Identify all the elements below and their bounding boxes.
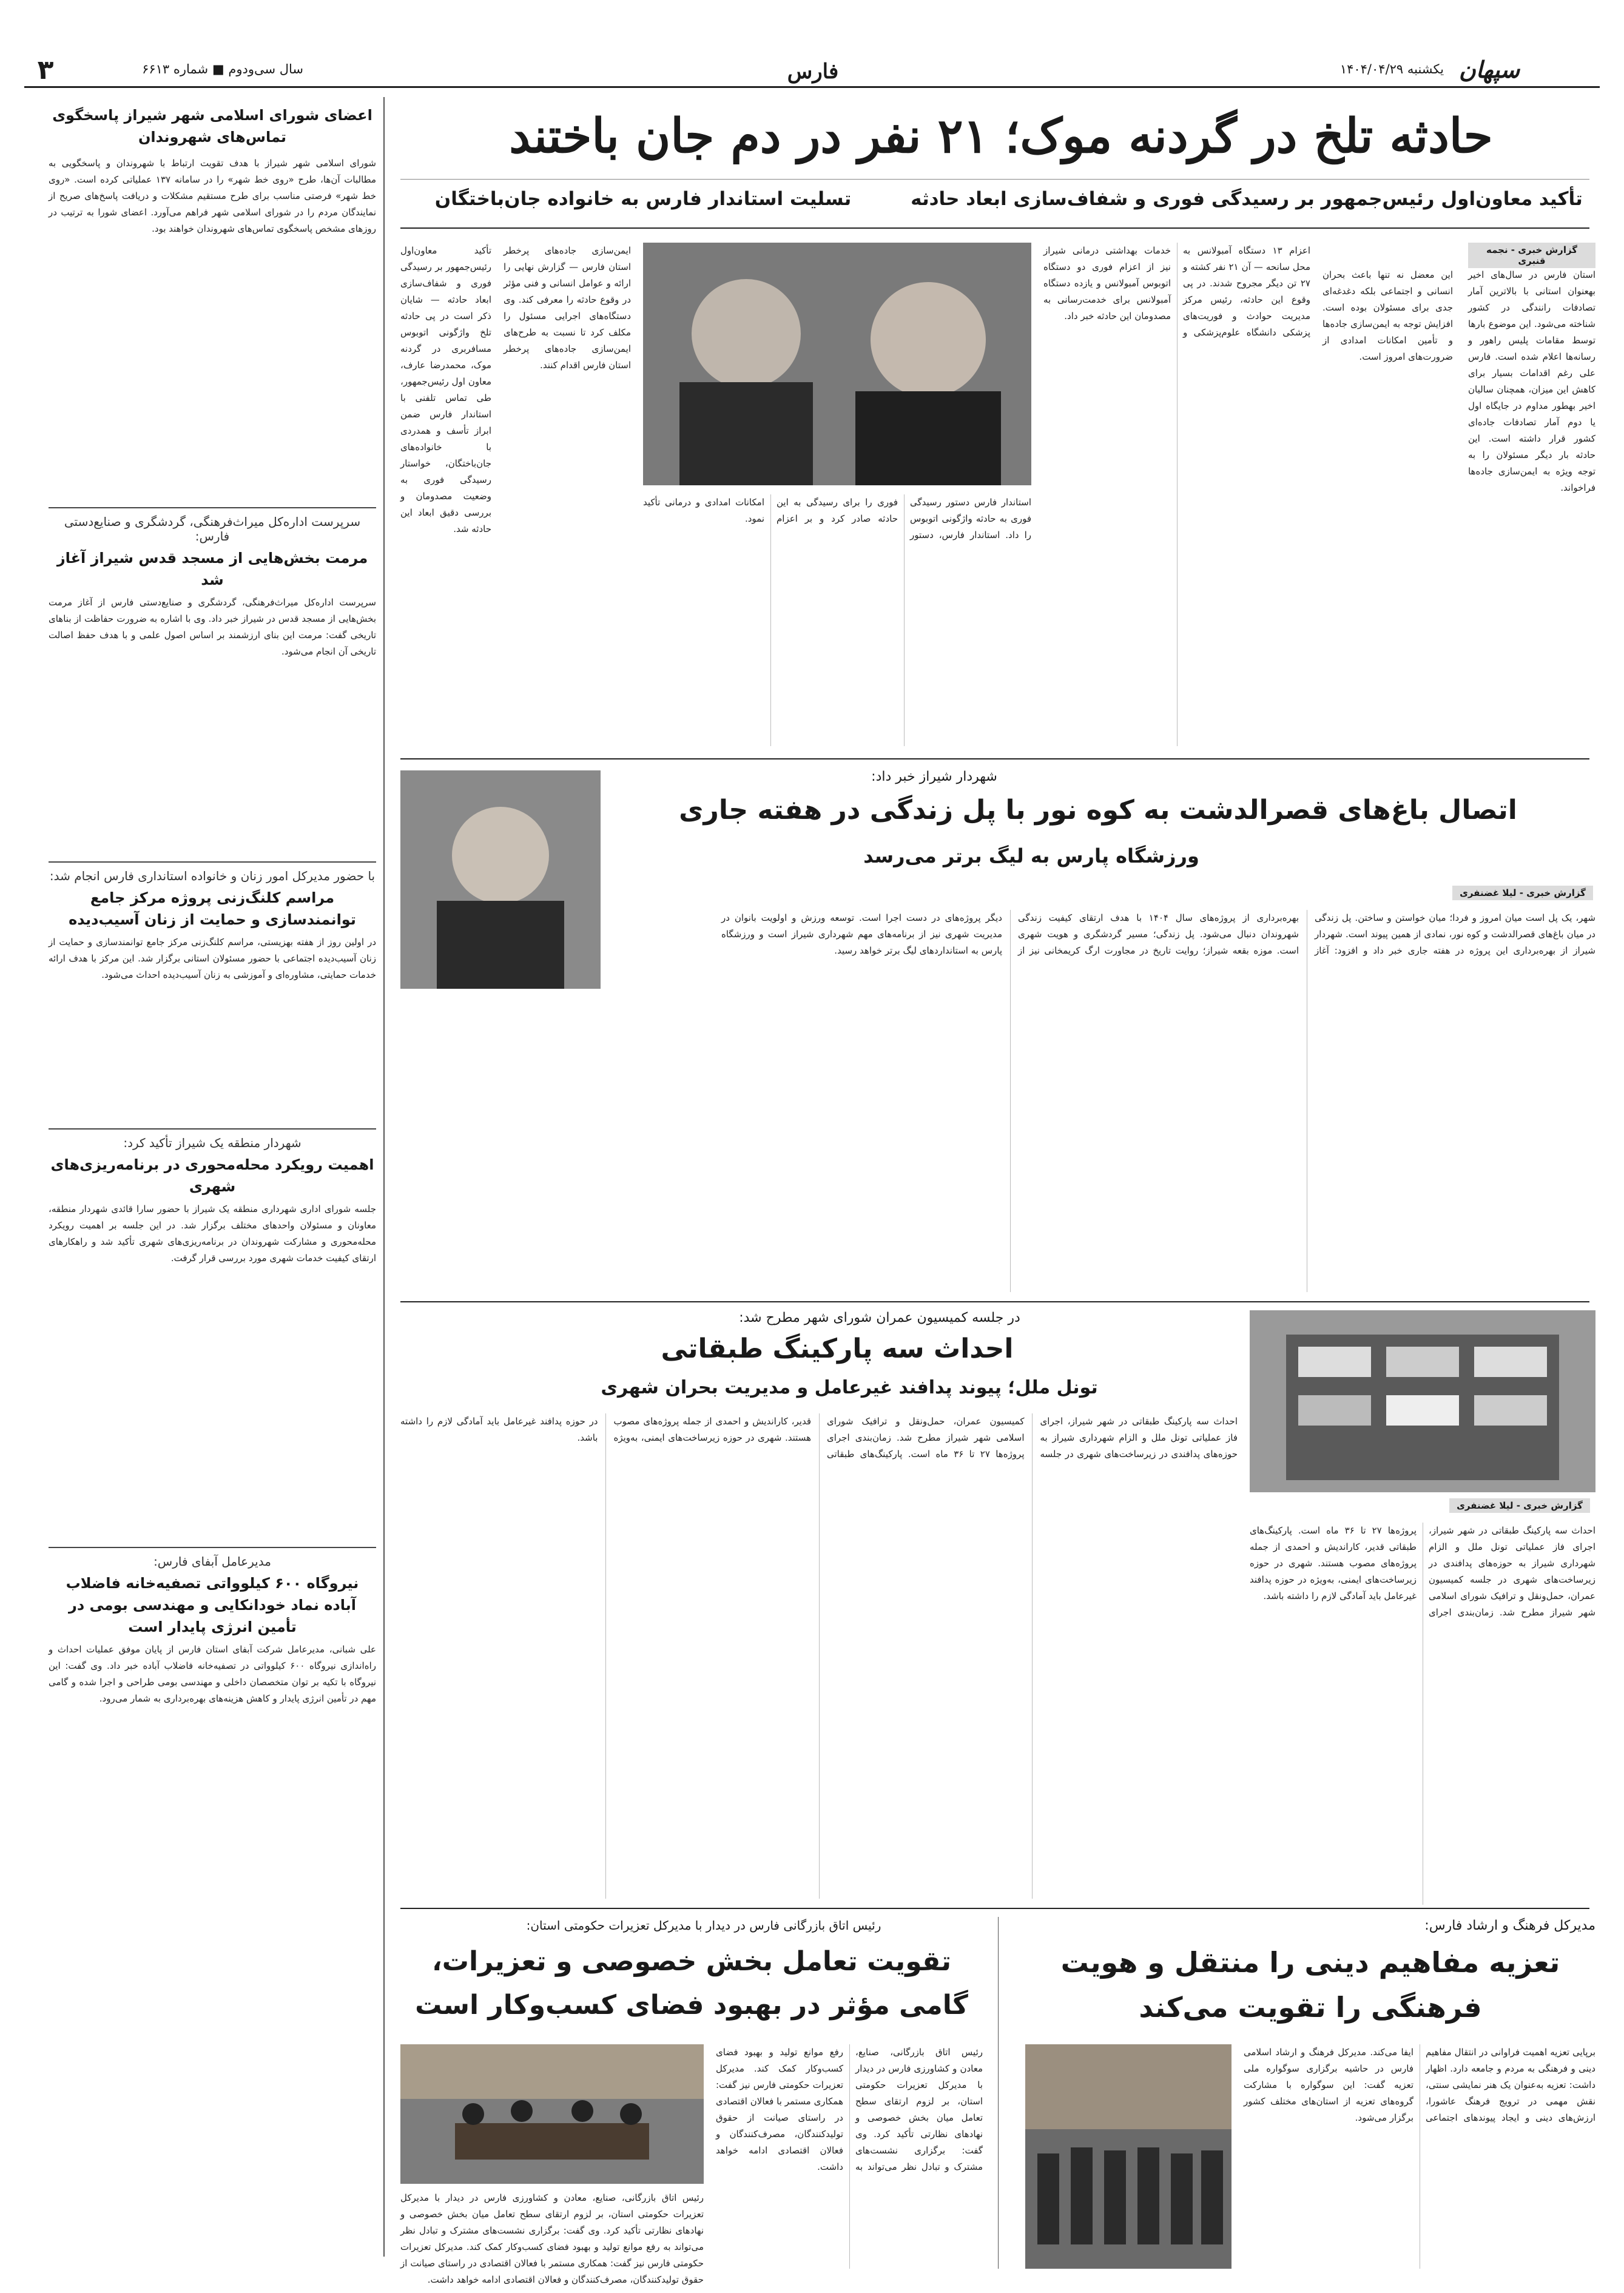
parking-structure-icon: [1250, 1310, 1595, 1492]
article-women-text: در اولین روز از هفته بهزیستی، مراسم کلنگ‌زنی مرکز جامع توانمندسازی و حمایت از زنان آسیب‌دیده اجتماعی با حضور مسئولان استانی برگزار شد. این مرکز با هدف ارائه خدمات حمایتی، مشاوره‌ای و آموزشی به زنان آسیب‌دیده احداث می‌شود.: [49, 937, 376, 980]
header-rule: [24, 86, 1600, 88]
lead-col-4: استاندار فارس دستور رسیدگی فوری به حادثه واژگونی اتوبوس را داد. استاندار فارس، دستور فوری را برای رسیدگی به این حادثه صادر کرد و بر اعزام امکانات امدادی و درمانی تأکید نمود.: [643, 497, 1031, 540]
article-women-title: مراسم کلنگ‌زنی پروژه مرکز جامع توانمندسازی و حمایت از زنان آسیب‌دیده: [69, 889, 356, 928]
garden-text: شهر، یک پل است میان امروز و فردا؛ میان خواستن و ساختن. پل زندگی در میان باغ‌های قصرالدشت و کوه نور، نمادی از همین پیوند است. شهردار شیراز از بهره‌برداری این پروژه در هفته جاری خبر داد و افزود: آغاز بهره‌برداری از پروژه‌های سال ۱۴۰۴ با هدف ارتقای کیفیت زندگی شهروندان دنبال می‌شود. پل زندگی؛ مسیر گردشگری و هویت شهری است. موزه بقعه شیراز؛ روایت تاریخ در مجاورت ارگ کریمخانی نیز از دیگر پروژه‌های در دست اجرا است. توسعه ورزش و اولویت بانوان در مدیریت شهری نیز از برنامه‌های مهم شهرداری شیراز است و ورزشگاه پارس به استانداردهای لیگ برتر خواهد رسید.: [721, 912, 1595, 956]
garden-photo-mayor: [400, 770, 601, 989]
page-header: [0, 0, 1624, 85]
culture-text: برپایی تعزیه اهمیت فراوانی در انتقال مفاهیم دینی و فرهنگی به مردم و جامعه دارد. اظهار داشت: تعزیه به‌عنوان یک هنر نمایشی سنتی، نقش مهمی در ترویج فرهنگ عاشورا، ارزش‌های دینی و ایجاد پیوندهای اجتماعی ایفا می‌کند. مدیرکل فرهنگ و ارشاد اسلامی فارس در حاشیه برگزاری سوگواره ملی تعزیه گفت: این سوگواره با مشارکت گروه‌های تعزیه از استان‌های مختلف کشور برگزار می‌شود.: [1244, 2047, 1595, 2123]
section-name: فارس: [787, 59, 839, 84]
business-text-left: رئیس اتاق بازرگانی، صنایع، معادن و کشاورزی فارس در دیدار با مدیرکل تعزیرات حکومتی استان، بر لزوم ارتقای سطح تعامل میان بخش خصوصی و نهادهای نظارتی تأکید کرد. وی گفت: برگزاری نشست‌های مشترک و تبادل نظر می‌تواند به رفع موانع تولید و بهبود فضای کسب‌وکار کمک کند. مدیرکل تعزیرات حکومتی فارس نیز گفت: همکاری مستمر با فعالان اقتصادی در راستای صیانت از حقوق تولیدکنندگان، مصرف‌کنندگان و فعالان اقتصادی ادامه خواهد داشت.: [400, 2192, 704, 2285]
left-column: [49, 97, 376, 2269]
parking-text: احداث سه پارکینگ طبقاتی در شهر شیراز، اجرای فاز عملیاتی تونل ملل و الزام شهرداری شیراز به حوزه‌های پدافندی در زیرساخت‌های شهری در جلسه کمیسیون عمران، حمل‌ونقل و ترافیک شورای اسلامی شهر شیراز مطرح شد. زمان‌بندی اجرای پروژه‌ها ۲۷ تا ۳۶ ماه است. پارکینگ‌های طبقاتی قدیر، کاراندیش و احمدی از جمله پروژه‌های مصوب هستند. شهری در حوزه زیرساخت‌های ایمنی، به‌ویژه در حوزه پدافند غیرعامل باید آمادگی لازم را داشته باشد.: [400, 1416, 1238, 1460]
culture-kicker: مدیرکل فرهنگ و ارشاد فارس:: [1424, 1918, 1595, 1933]
article-mosque-title: مرمت بخش‌هایی از مسجد قدس شیراز آغاز شد: [56, 550, 368, 588]
article-district-kicker: شهردار منطقه یک شیراز تأکید کرد:: [123, 1136, 302, 1150]
article-power-title: نیروگاه ۶۰۰ کیلوواتی تصفیه‌خانه فاضلاب آباده نماد خودانکایی و مهندسی بومی در تأمین انرژی پایدار است: [66, 1575, 359, 1635]
lead-col-1: استان فارس در سال‌های اخیر بهعنوان استانی با بالاترین آمار تصادفات رانندگی در کشور شناخته می‌شود. این موضوع بارها توسط مقامات پلیس راهور و رسانه‌ها اعلام شده است. فارس علی رغم اقدامات بسیار برای کاهش این میزان، همچنان سالیان اخیر بهطور مداوم در جایگاه اول یا دوم آمار تصادفات جاده‌ای کشور قرار داشته است. این حادثه بار دیگر مسئولان را به توجه ویژه به ایمن‌سازی جاده‌ها فراخواند.: [1468, 269, 1595, 493]
lead-title: حادثه تلخ در گردنه موک؛ ۲۱ نفر در دم جان باختند: [509, 109, 1493, 164]
business-title: تقویت تعامل بخش خصوصی و تعزیرات، گامی مؤثر در بهبود فضای کسب‌وکار است: [415, 1946, 968, 2021]
article-council-title: اعضای شورای اسلامی شهر شیراز پاسخگوی تماس‌های شهروندان: [52, 107, 372, 146]
article-mosque-text: سرپرست اداره‌کل میراث‌فرهنگی، گردشگری و صنایع‌دستی فارس از آغاز مرمت بخش‌هایی از مسجد قدس در شیراز خبر داد. وی با اشاره به ضرورت حفاظت از بناهای تاریخی گفت: مرمت این بنای ارزشمند بر اساس اصول علمی و با هدف حفظ اصالت تاریخی آن انجام می‌شود.: [49, 597, 376, 657]
garden-kicker: شهردار شیراز خبر داد:: [871, 769, 997, 784]
left-column-divider: [383, 97, 385, 2257]
parking-reporter: گزارش خبری - لیلا غضنفری: [1444, 1498, 1595, 1518]
issue-date: یکشنبه ۱۴۰۴/۰۴/۲۹: [1339, 62, 1444, 76]
article-council-text: شورای اسلامی شهر شیراز با هدف تقویت ارتباط با شهروندان و پاسخگویی به مطالبات آن‌ها، طرح «روی خط شهر» را در سامانه ۱۳۷ عملیاتی کرده است. «روی خط شهر» فرصتی مناسب برای طرح مستقیم مشکلات و دریافت پاسخ‌های صریح از نمایندگان مردم را در شورای اسلامی شهر فراهم می‌آورد. اعضای شورا به ترتیب در روزهای مشخص پاسخگوی تماس‌های شهروندان خواهند بود.: [49, 158, 376, 234]
parking-photo: [1250, 1310, 1595, 1492]
group-photo-icon: [1025, 2044, 1231, 2269]
business-text-right: رئیس اتاق بازرگانی، صنایع، معادن و کشاورزی فارس در دیدار با مدیرکل تعزیرات حکومتی استان، بر لزوم ارتقای سطح تعامل میان بخش خصوصی و نهادهای نظارتی تأکید کرد. وی گفت: برگزاری نشست‌های مشترک و تبادل نظر می‌تواند به رفع موانع تولید و بهبود فضای کسب‌وکار کمک کند. مدیرکل تعزیرات حکومتی فارس نیز گفت: همکاری مستمر با فعالان اقتصادی در راستای صیانت از حقوق تولیدکنندگان، مصرف‌کنندگان و فعالان اقتصادی ادامه خواهد داشت.: [716, 2047, 983, 2172]
article-power-kicker: مدیرعامل آبفای فارس:: [153, 1554, 271, 1569]
mayor-portrait-icon: [400, 770, 601, 989]
garden-reporter: گزارش خبری - لیلا غضنفری: [1450, 886, 1595, 905]
parking-kicker: در جلسه کمیسیون عمران شورای شهر مطرح شد:: [739, 1310, 1020, 1325]
article-women-kicker: با حضور مدیرکل امور زنان و خانواده استانداری فارس انجام شد:: [49, 869, 376, 883]
lead-col-2: این معضل نه تنها باعث بحران انسانی و اجتماعی بلکه دغدغه‌ای جدی برای مسئولان بوده است. افزایش توجه به ایمن‌سازی جاده‌ها و تأمین امکانات امدادی از ضرورت‌های امروز است.: [1322, 269, 1453, 362]
newspaper-logo: سپهان: [1458, 56, 1520, 83]
culture-title: تعزیه مفاهیم دینی را منتقل و هویت فرهنگی را تقویت می‌کند: [1060, 1946, 1560, 2024]
parking-text-right: احداث سه پارکینگ طبقاتی در شهر شیراز، اجرای فاز عملیاتی تونل ملل و الزام شهرداری شیراز به حوزه‌های پدافندی در زیرساخت‌های شهری در جلسه کمیسیون عمران، حمل‌ونقل و ترافیک شورای اسلامی شهر شیراز مطرح شد. زمان‌بندی اجرای پروژه‌ها ۲۷ تا ۳۶ ماه است. پارکینگ‌های طبقاتی قدیر، کاراندیش و احمدی از جمله پروژه‌های مصوب هستند. شهری در حوزه زیرساخت‌های ایمنی، به‌ویژه در حوزه پدافند غیرعامل باید آمادگی لازم را داشته باشد.: [1250, 1525, 1595, 1618]
lead-photo-officials: [643, 243, 1031, 485]
culture-photo: [1025, 2044, 1231, 2269]
article-mosque-kicker: سرپرست اداره‌کل میراث‌فرهنگی، گردشگری و صنایع‌دستی فارس:: [64, 514, 361, 544]
parking-title: احداث سه پارکینگ طبقاتی: [661, 1333, 1014, 1364]
lead-reporter: گزارش خبری - نجمه قنبری: [1468, 243, 1595, 261]
lead-col-5: ایمن‌سازی جاده‌های پرخطر استان فارس — گزارش نهایی را ارائه و عوامل انسانی و فنی مؤثر در وقوع حادثه را معرفی کند. وی دستگاه‌های اجرایی مسئول را مکلف کرد تا نسبت به طرح‌های ایمن‌سازی جاده‌های پرخطر استان فارس اقدام کنند.: [504, 245, 631, 371]
lead-subtitle-left: تسلیت استاندار فارس به خانواده جان‌باختگان: [434, 188, 852, 210]
lead-subtitle-right: تأکید معاون‌اول رئیس‌جمهور بر رسیدگی فوری و شفاف‌سازی ابعاد حادثه: [911, 188, 1583, 210]
business-kicker: رئیس اتاق بازرگانی فارس در دیدار با مدیرکل تعزیرات حکومتی استان:: [526, 1918, 881, 1933]
lead-col-3: اعزام ۱۳ دستگاه آمبولانس به محل سانحه — آن ۲۱ نفر کشته و ۲۷ تن دیگر مجروح شدند. در پی وقوع این حادثه، رئیس مرکز مدیریت حوادث و فوریت‌های پزشکی دانشگاه علوم‌پزشکی و خدمات بهداشتی درمانی شیراز نیز از اعزام فوری دو دستگاه اتوبوس آمبولانس و یازده دستگاه آمبولانس برای خدمت‌رسانی به مصدومان این حادثه خبر داد.: [1043, 245, 1311, 338]
article-district-title: اهمیت رویکرد محله‌محوری در برنامه‌ریزی‌های شهری: [50, 1156, 374, 1195]
portrait-icon: [643, 243, 1031, 485]
article-district-text: جلسه شورای اداری شهرداری منطقه یک شیراز با حضور سارا قائدی شهردار منطقه، معاونان و مسئولان واحدهای مختلف برگزار شد. در این جلسه بر اهمیت رویکرد محله‌محوری و مشارکت شهروندان در برنامه‌ریزی‌های شهری تأکید شد و راهکارهای ارتقای کیفیت خدمات شهری مورد بررسی قرار گرفت.: [49, 1204, 376, 1264]
lead-col-6: تأکید معاون‌اول رئیس‌جمهور بر رسیدگی فوری و شفاف‌سازی ابعاد حادثه — شایان ذکر است در پی حادثه تلخ واژگونی اتوبوس مسافربری در گردنه موک، محمدرضا عارف، معاون اول رئیس‌جمهور، طی تماس تلفنی با استاندار فارس ضمن ابراز تأسف و همدردی با خانواده‌های جان‌باختگان، خواستار رسیدگی فوری به وضعیت مصدومان و بررسی دقیق ابعاد این حادثه شد.: [400, 245, 491, 534]
garden-subtitle: ورزشگاه پارس به لیگ برتر می‌رسد: [863, 844, 1199, 867]
business-photo: [400, 2044, 704, 2184]
page-number: ۳: [37, 55, 54, 86]
garden-title: اتصال باغ‌های قصرالدشت به کوه نور با پل زندگی در هفته جاری: [679, 795, 1517, 826]
meeting-photo-icon: [400, 2044, 704, 2184]
issue-info: سال سی‌ودوم ■ شماره ۶۶۱۳: [142, 62, 303, 76]
parking-subtitle: تونل ملل؛ پیوند پدافند غیرعامل و مدیریت بحران شهری: [601, 1377, 1098, 1398]
article-power-text: علی شبانی، مدیرعامل شرکت آبفای استان فارس از پایان موفق عملیات احداث و راه‌اندازی نیروگاه ۶۰۰ کیلوواتی در تصفیه‌خانه فاضلاب آباده خبر داد. وی گفت: این نیروگاه با تکیه بر توان متخصصان داخلی و مهندسی بومی طراحی و اجرا شده و گامی مهم در تأمین انرژی پایدار و کاهش هزینه‌های بهره‌برداری به شمار می‌رود.: [49, 1644, 376, 1704]
